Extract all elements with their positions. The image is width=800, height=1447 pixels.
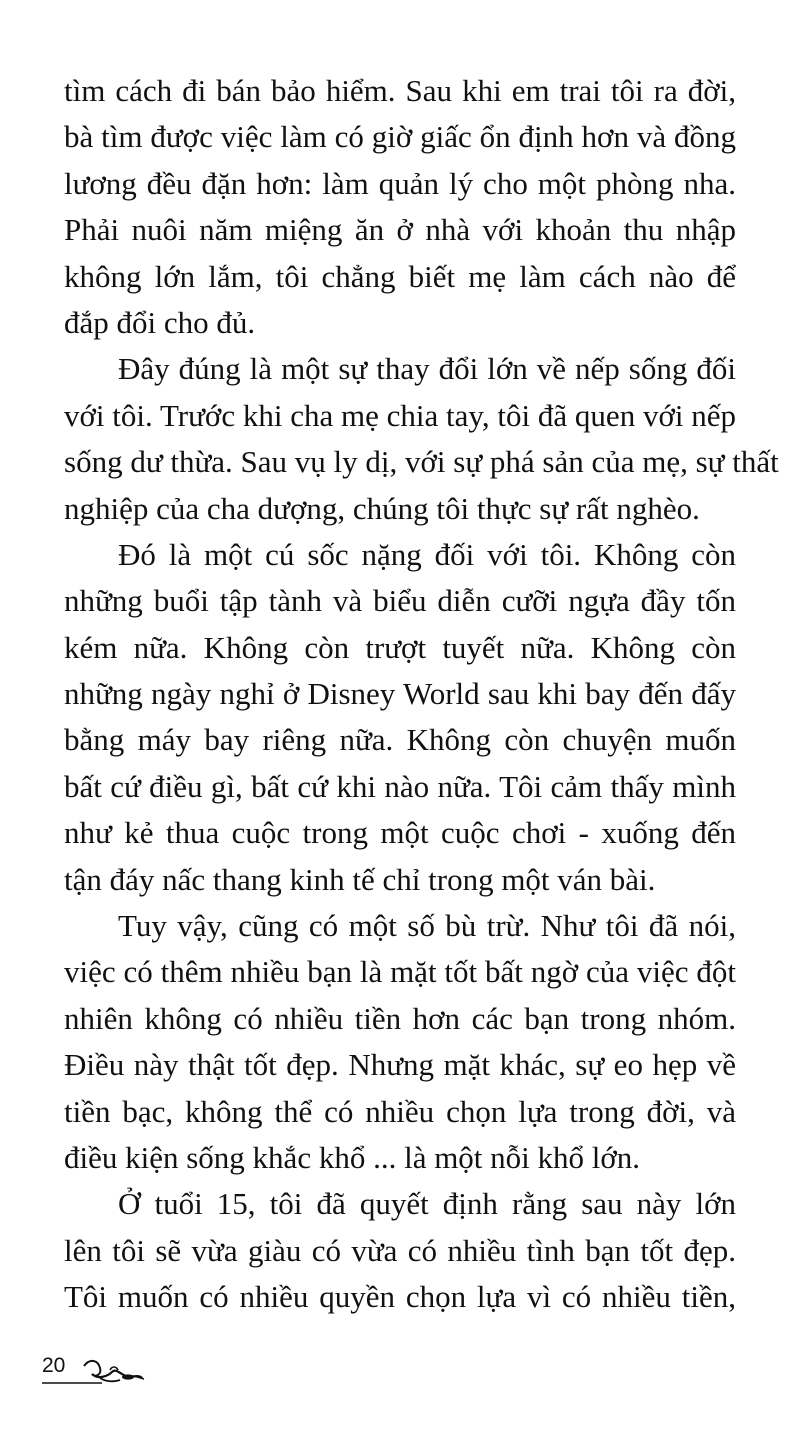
body-text (64, 68, 779, 1321)
text-line: bằng máy bay riêng nữa. Không còn chuyện muốn (64, 722, 736, 758)
text-line: những buổi tập tành và biểu diễn cưỡi ngựa đầy tốn (64, 583, 736, 619)
page-number: 20 (42, 1354, 66, 1377)
text-line: nghiệp của cha dượng, chúng tôi thực sự rất nghèo. (64, 490, 700, 526)
text-line: điều kiện sống khắc khổ ... là một nỗi khổ lớn. (64, 1139, 641, 1175)
text-line: không lớn lắm, tôi chẳng biết mẹ làm cách nào để (64, 258, 736, 294)
text-line: Đây đúng là một sự thay đổi lớn về nếp sống đối (118, 351, 736, 387)
text-line: tìm cách đi bán bảo hiểm. Sau khi em trai tôi ra đời, (64, 73, 736, 108)
text-line: tận đáy nấc thang kinh tế chỉ trong một ván bài. (64, 861, 656, 897)
text-line: lên tôi sẽ vừa giàu có vừa có nhiều tình bạn tốt đẹp. (64, 1232, 736, 1268)
page-footer (40, 1352, 180, 1392)
text-line: tiền bạc, không thể có nhiều chọn lựa trong đời, và (64, 1093, 736, 1129)
flourish-icon (40, 1352, 180, 1392)
text-line: Tôi muốn có nhiều quyền chọn lựa vì có nhiều tiền, (64, 1279, 736, 1315)
text-line: những ngày nghỉ ở Disney World sau khi bay đến đấy (64, 676, 736, 712)
text-line: Điều này thật tốt đẹp. Nhưng mặt khác, sự eo hẹp về (64, 1047, 736, 1083)
text-line: bất cứ điều gì, bất cứ khi nào nữa. Tôi cảm thấy mình (64, 768, 736, 804)
text-line: Đó là một cú sốc nặng đối với tôi. Không còn (118, 536, 736, 572)
text-line: Phải nuôi năm miệng ăn ở nhà với khoản thu nhập (64, 212, 736, 248)
text-line: bà tìm được việc làm có giờ giấc ổn định hơn và đồng (64, 119, 736, 155)
text-line: nhiên không có nhiều tiền hơn các bạn trong nhóm. (64, 1000, 736, 1036)
text-line: việc có thêm nhiều bạn là mặt tốt bất ngờ của việc đột (64, 954, 736, 990)
text-line: như kẻ thua cuộc trong một cuộc chơi - xuống đến (64, 815, 736, 851)
text-line: Tuy vậy, cũng có một số bù trừ. Như tôi đã nói, (118, 908, 736, 944)
text-line: kém nữa. Không còn trượt tuyết nữa. Không còn (64, 629, 736, 665)
text-line: đắp đổi cho đủ. (64, 304, 256, 340)
text-line: Ở tuổi 15, tôi đã quyết định rằng sau này lớn (118, 1186, 736, 1222)
text-line: sống dư thừa. Sau vụ ly dị, với sự phá sản của mẹ, sự thất (64, 444, 779, 480)
text-line: với tôi. Trước khi cha mẹ chia tay, tôi đã quen với nếp (64, 397, 736, 433)
text-line: lương đều đặn hơn: làm quản lý cho một phòng nha. (64, 165, 736, 201)
